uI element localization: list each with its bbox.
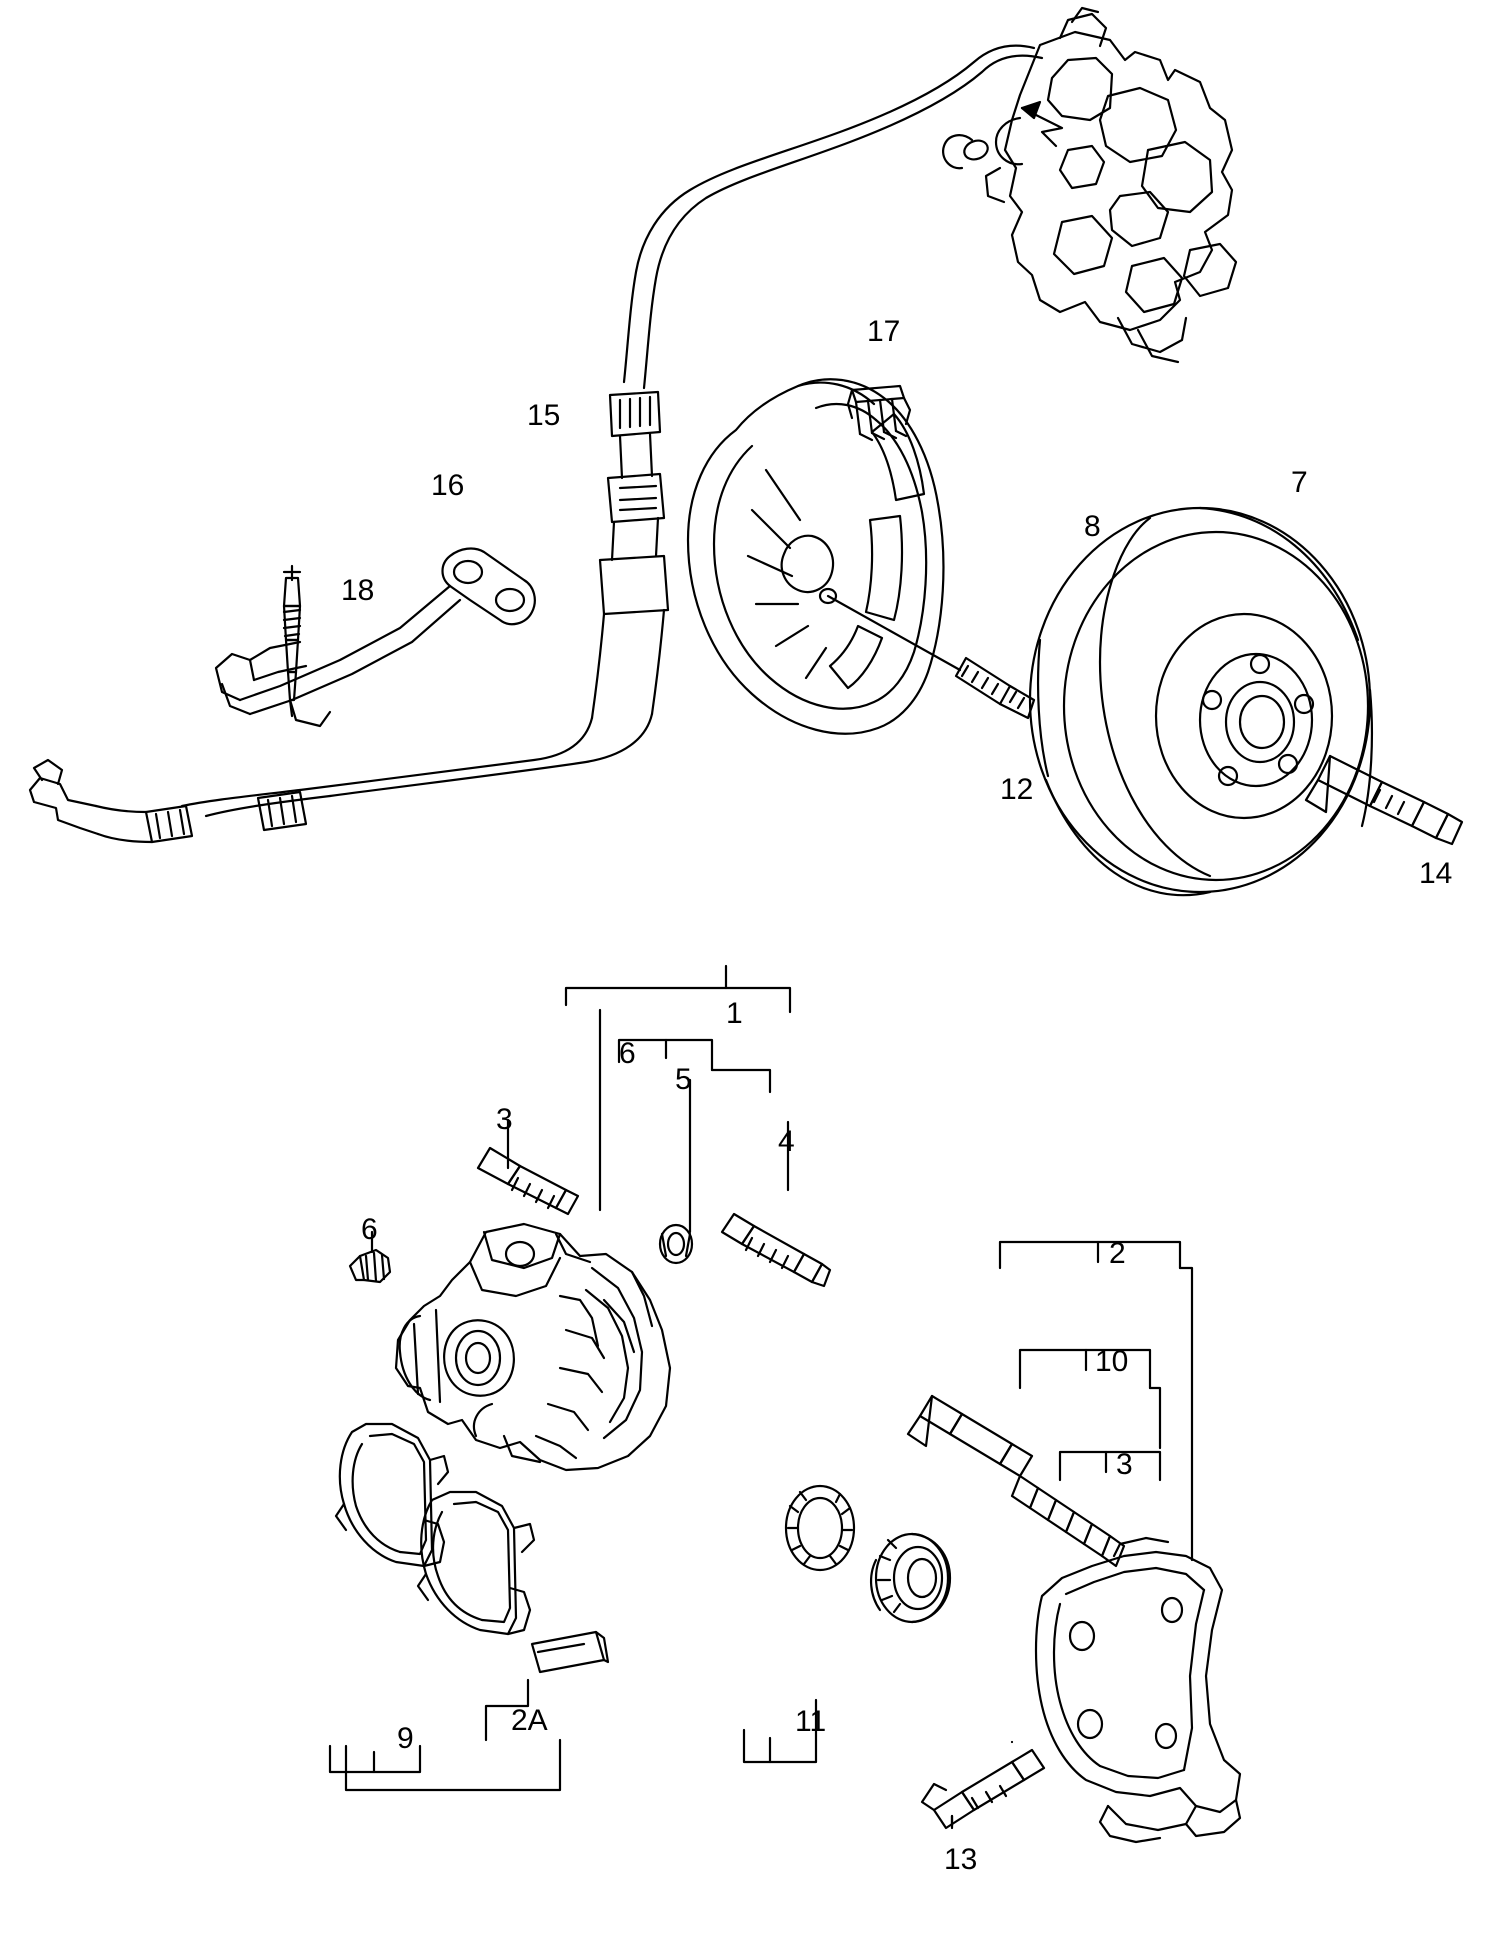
callout-17: 17 (867, 315, 901, 348)
shim-plate-2a (532, 1632, 608, 1672)
seal-ring-11 (786, 1486, 854, 1570)
bolt-12 (828, 596, 1034, 718)
group-bracket-2-10-3 (1000, 1242, 1192, 1560)
callout-2: 2 (1109, 1237, 1126, 1270)
caliper-lower-illustration (396, 1224, 670, 1470)
callout-7: 7 (1291, 466, 1308, 499)
callout-5: 5 (675, 1063, 692, 1096)
brake-disc-7 (1030, 508, 1372, 895)
callout-1: 1 (726, 997, 743, 1030)
callout-3-upper: 3 (496, 1103, 513, 1136)
callout-6-top: 6 (619, 1037, 636, 1070)
guide-pin-4 (722, 1214, 830, 1286)
callout-9: 9 (397, 1722, 414, 1755)
callout-12: 12 (1000, 773, 1034, 806)
group-bracket-1 (566, 966, 790, 1012)
wheel-bolt-14 (1306, 756, 1462, 844)
group-bracket-9-2a-11 (330, 1680, 952, 1826)
leader-lines-bottom (372, 1010, 788, 1252)
callout-10: 10 (1095, 1345, 1129, 1378)
caliper-upper-illustration (943, 8, 1236, 362)
callout-4: 4 (778, 1125, 795, 1158)
bush-5 (660, 1225, 692, 1263)
carrier-bracket-2 (1036, 1538, 1240, 1842)
callout-16: 16 (431, 469, 465, 502)
guide-sleeve-10 (908, 1396, 1124, 1566)
splash-shield-8 (688, 379, 943, 733)
bolt-13 (922, 1750, 1044, 1828)
callout-13: 13 (944, 1843, 978, 1876)
callout-14: 14 (1419, 857, 1453, 890)
callout-2a: 2A (511, 1704, 548, 1737)
bearing-ring-11 (871, 1534, 950, 1622)
screw-18 (284, 566, 300, 716)
brake-pad-outer-9 (336, 1424, 448, 1566)
callout-15: 15 (527, 399, 561, 432)
callout-3-lower: 3 (1116, 1448, 1133, 1481)
callout-18: 18 (341, 574, 375, 607)
group-bracket-6-5-4 (619, 1037, 770, 1092)
brake-pad-inner-9 (418, 1492, 534, 1634)
callout-6-left: 6 (361, 1213, 378, 1246)
bolt-3-upper (478, 1148, 578, 1214)
guide-bush-6 (350, 1250, 390, 1282)
callout-8: 8 (1084, 510, 1101, 543)
callout-11: 11 (795, 1705, 827, 1738)
cable-bracket-16 (216, 549, 535, 726)
